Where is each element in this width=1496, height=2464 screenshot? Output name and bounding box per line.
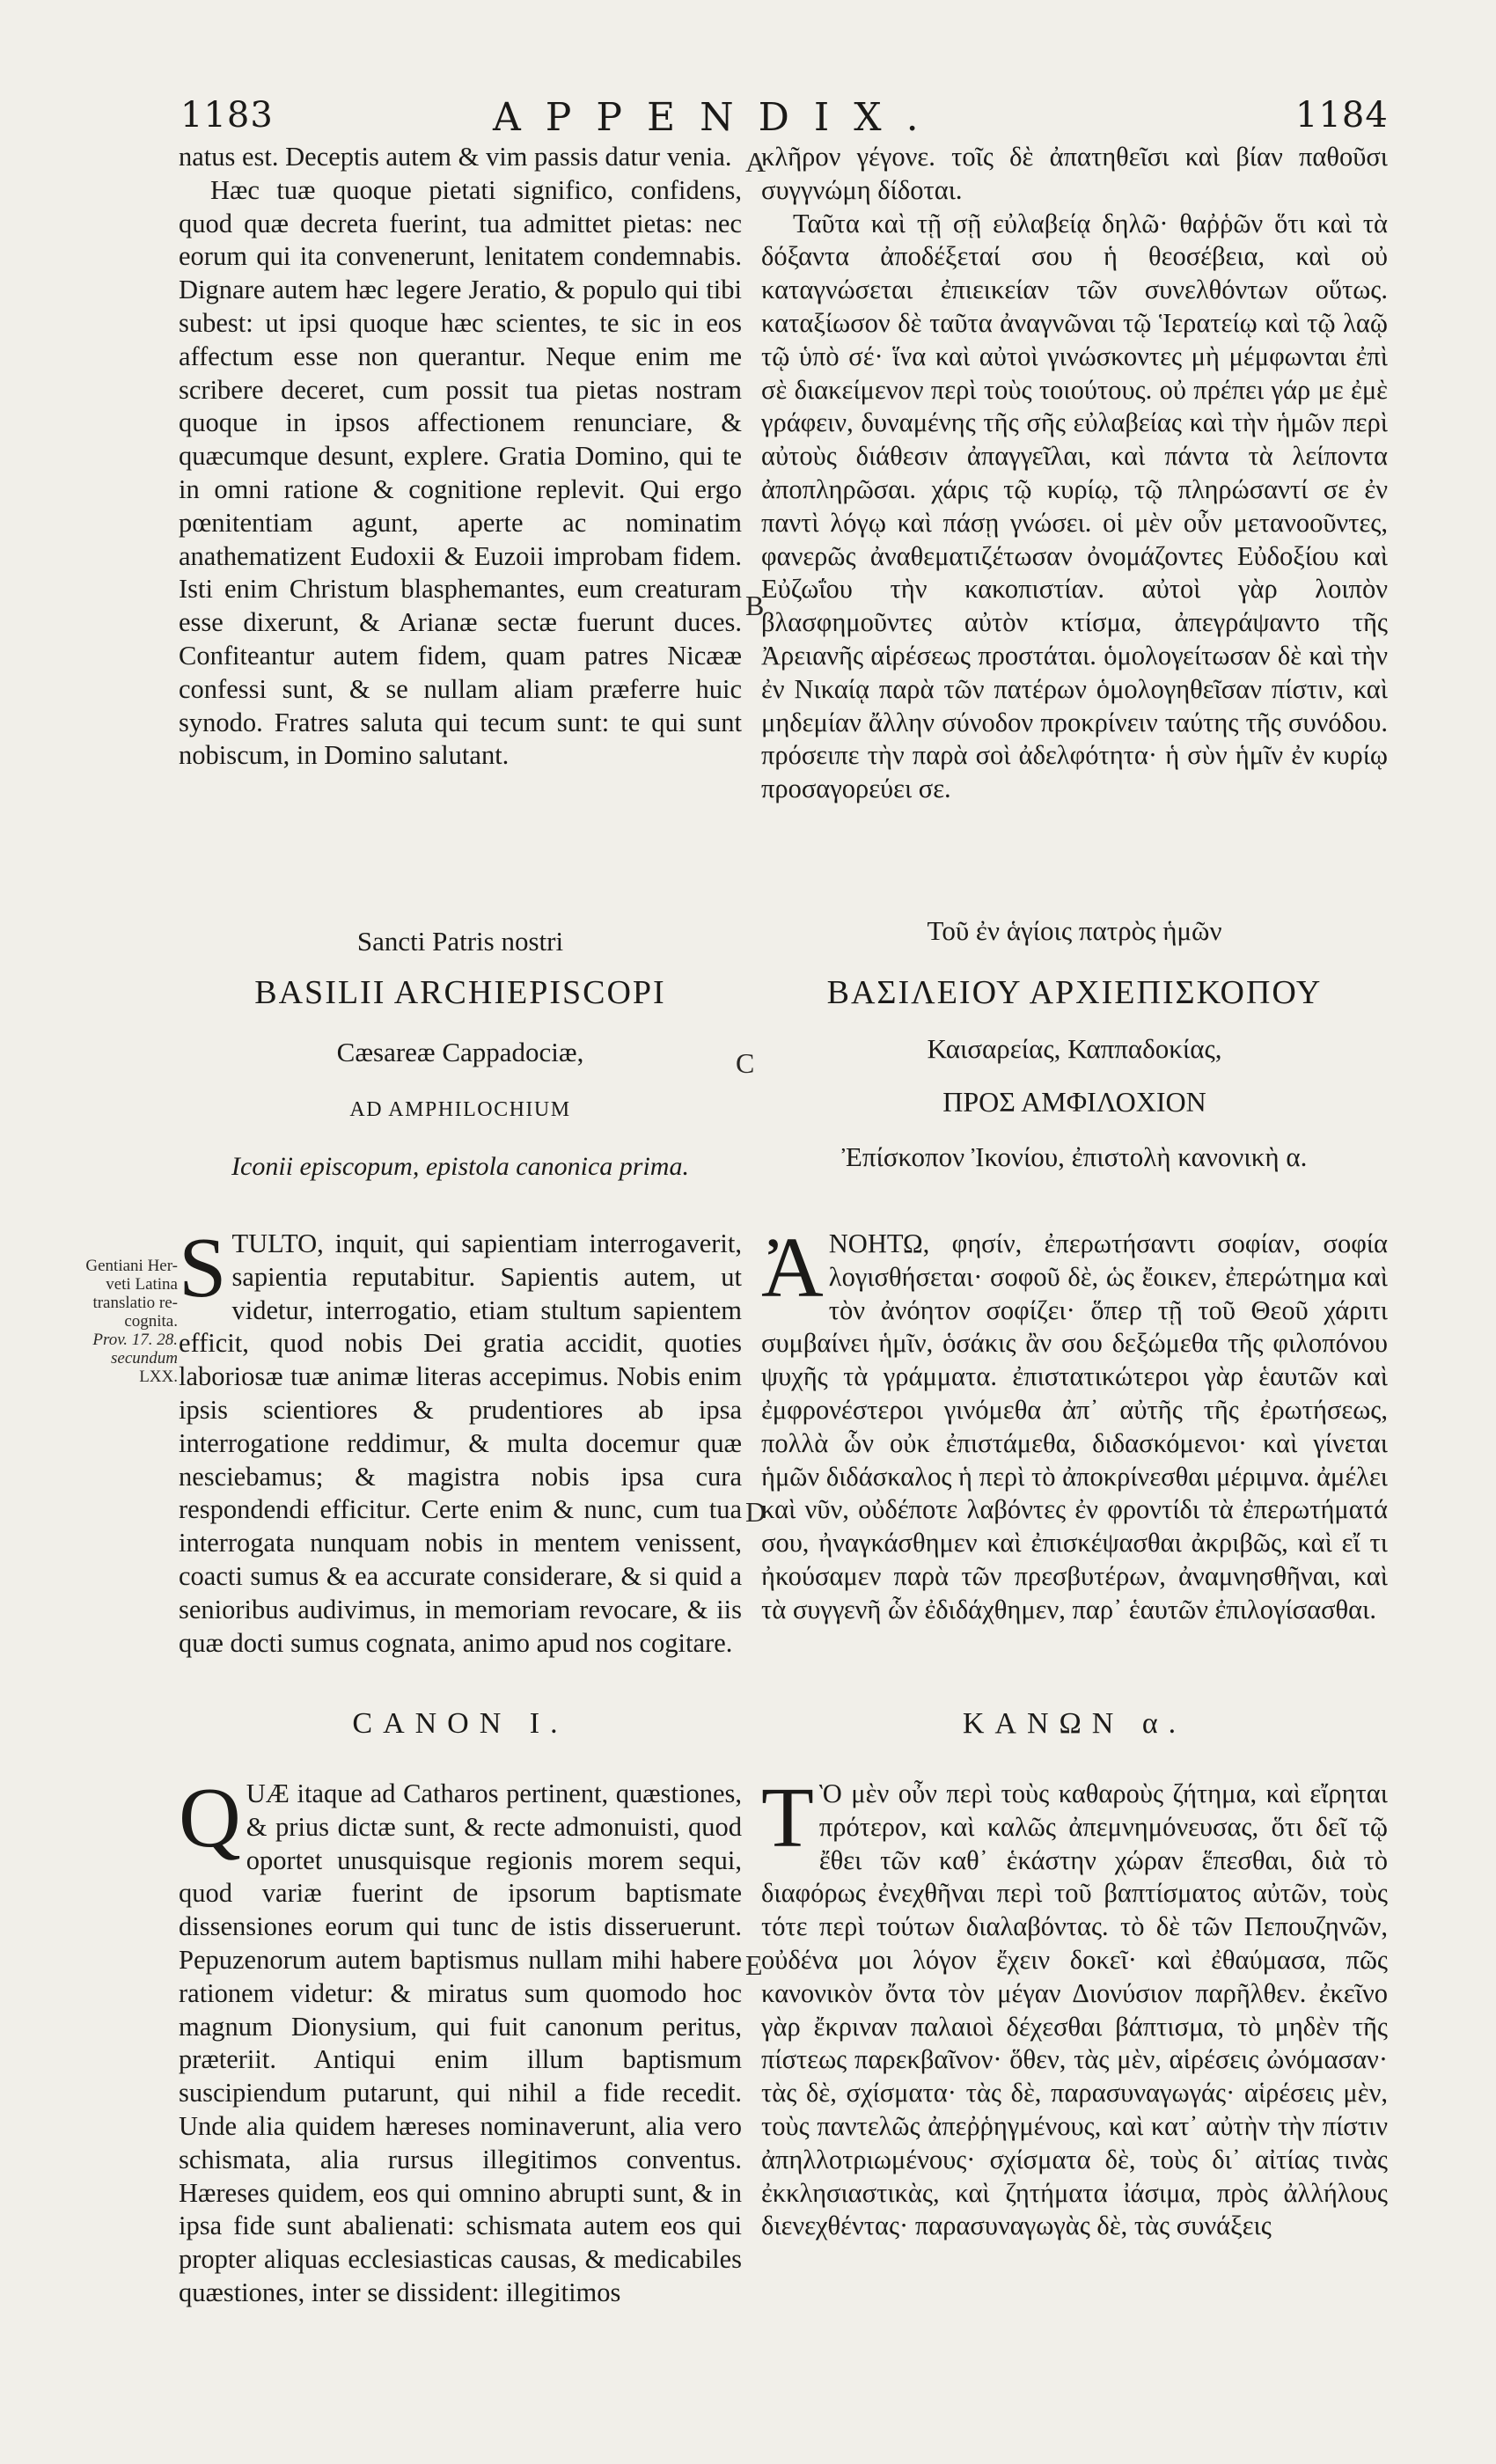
greek-intro [761, 1221, 1388, 1720]
latin-letter-ending [179, 141, 742, 845]
latin-paragraph: Hæc tuæ quoque pietati significo, confidens, quod quæ decreta fuerint, tua admittet pietas: nec eorum qui ita convenerunt, lenitatem condemnabis. Dignare autem hæc legere Jeratio, & populo qui tibi subest: ut ipsi quoque hæc scientes, te sic in eos affectum esse non querantur. Neque enim me scribere deceret, cum possit tua pietas nostram quoque in ipsos affectionem renunciare, & quæcumque desunt, explere. Gratia Domino, qui te in omni ratione & cognitione replevit. Qui ergo pœnitentiam agunt, aperte ac nominatim anathematizent Eudoxii & Euzoii improbam fidem. Isti enim Christum blasphemantes, eum creaturam esse dixerunt, & Arianæ sectæ fuerunt duces. Confiteantur autem fidem, quam patres Nicææ confessi sunt, & se nullam aliam præferre huic synodo. Fratres saluta qui tecum sunt: te qui sunt nobiscum, in Domino salutant. [179, 174, 742, 771]
margin-letter-e: E [745, 1949, 763, 1981]
greek-paragraph: κλῆρον γέγονε. τοῖς δὲ ἀπατηθεῖσι καὶ βίαν παθοῦσι συγγνώμη δίδοται. [761, 142, 1388, 205]
latin-title-line: Sancti Patris nostri [356, 926, 564, 957]
margin-note-line: secundum [111, 1349, 178, 1368]
latin-title-addressee: AD AMPHILOCHIUM [349, 1098, 571, 1121]
latin-canon-text-block [179, 1771, 742, 2429]
greek-canon-text-block [761, 1771, 1388, 2446]
margin-note-line: LXX. [139, 1368, 178, 1386]
margin-letter-c: C [736, 1047, 755, 1079]
latin-title-main: BASILII ARCHIEPISCOPI [254, 974, 666, 1011]
latin-canon-text: UÆ itaque ad Catharos pertinent, quæstiones, & prius dictæ sunt, & recte admonuisti, quod oportet unusquisque regionis morem sequi, quod variæ fuerint de ipsorum baptismate dissensiones eorum qui tunc de istis disseruerunt. Pepuzenorum autem baptismus nullam mihi habere rationem videtur: & miratus sum quomodo hoc magnum Dionysium, qui fuit canonum peritus, præteriit. Antiqui enim illum baptismum suscipiendum putarunt, qui nihil a fide recedit. Unde alia quidem hæreses nominaverunt, alia vero schismata, alia rursus illegitimos conventus. Hæreses quidem, eos qui omnino abrupti sunt, & in ipsa fide sunt abalienati: schismata autem eos qui propter aliquas ecclesiasticas causas, & medicabiles quæstiones, inter se dissident: illegitimos [179, 1778, 742, 2307]
greek-canon-dropcap: Τ [761, 1771, 814, 1866]
greek-title-block [761, 915, 1388, 1173]
latin-intro-dropcap: S [179, 1221, 227, 1316]
margin-note-line: cognita. [124, 1312, 178, 1331]
margin-letter-b: B [745, 590, 765, 621]
page-number-left: 1183 [180, 95, 274, 136]
greek-title-subtitle: Ἐπίσκοπον Ἰκονίου, ἐπιστολὴ κανονικὴ α. [841, 1141, 1308, 1172]
latin-title-block [179, 926, 742, 1182]
margin-letter-d: D [745, 1496, 766, 1528]
greek-title-line: Τοῦ ἐν ἁγίοις πατρὸς ἡμῶν [927, 915, 1222, 946]
running-title: APPENDIX. [493, 95, 943, 140]
latin-title-subtitle: Iconii episcopum, epistola canonica prima. [231, 1152, 689, 1181]
greek-canon-heading: ΚΑΝΩΝ α. [962, 1707, 1187, 1740]
page-number-right: 1184 [1295, 95, 1389, 136]
greek-canon-text: Ὸ μὲν οὖν περὶ τοὺς καθαροὺς ζήτημα, καὶ εἴρηται πρότερον, καὶ καλῶς ἀπεμνημόνευσας, ὅτι δεῖ τῷ ἔθει τῶν καθ᾽ ἑκάστην χώραν ἕπεσθαι, διὰ τὸ διαφόρως ἐνεχθῆναι περὶ τοῦ βαπτίσματος αὐτῶν, τοὺς τότε περὶ τούτων διαλαβόντας. τὸ δὲ τῶν Πεπουζηνῶν, οὐδένα μοι λόγον ἔχειν δοκεῖ· καὶ ἐθαύμασα, πῶς κανονικὸν ὄντα τὸν μέγαν Διονύσιον παρῆλθεν. ἐκεῖνο γὰρ ἔκριναν παλαιοὶ δέχεσθαι βάπτισμα, τὸ μηδὲν τῆς πίστεως παρεκβαῖνον· ὅθεν, τὰς μὲν, αἱρέσεις ὠνόμασαν· τὰς δὲ, σχίσματα· τὰς δὲ, παρασυναγωγάς· αἱρέσεις μὲν, τοὺς παντελῶς ἀπεῤῥηγμένους, καὶ κατ᾽ αὐτὴν τὴν πίστιν ἀπηλλοτριωμένους· σχίσματα δὲ, τοὺς δι᾽ αἰτίας τινὰς ἐκκλησιαστικὰς, καὶ ζητήματα ἰάσιμα, πρὸς ἀλλήλους διενεχθέντας· παρασυναγωγὰς δὲ, τὰς συνάξεις [761, 1778, 1388, 2241]
greek-title-line: Καισαρείας, Καππαδοκίας, [927, 1033, 1222, 1064]
greek-title-addressee: ΠΡΟΣ ΑΜΦΙΛΟΧΙΟΝ [942, 1086, 1206, 1118]
latin-intro-text: TULTO, inquit, qui sapientiam interrogaverit, sapientia reputabitur. Sapientis autem, ut videtur, interrogatio, etiam stultum sapientem efficit, quod nobis Dei gratia accidit, quoties laboriosæ tuæ animæ literas accepimus. Nobis enim ipsis scientiores & prudentiores ab ipsa interrogatione reddimur, & multa docemur quæ nesciebamus; & magistra nobis ipsa cura respondendi efficitur. Certe enim & nunc, cum tua interrogata nunquam nobis in mentem venissent, coacti sumus & ea accurate considerare, & si quid a senioribus audivimus, in memoriam revocare, & iis quæ docti sumus cognata, animo apud nos cogitare. [179, 1228, 742, 1658]
margin-note [46, 1257, 178, 1386]
margin-note-line: translatio re- [92, 1294, 178, 1312]
margin-letter-a: A [745, 146, 766, 178]
latin-title-line: Cæsareæ Cappadociæ, [336, 1037, 584, 1067]
greek-title-main: ΒΑΣΙΛΕΙΟΥ ΑΡΧΙΕΠΙΣΚΟΠΟΥ [826, 974, 1323, 1011]
latin-paragraph: natus est. Deceptis autem & vim passis datur venia. [179, 142, 732, 172]
margin-note-line: veti Latina [106, 1275, 178, 1294]
greek-letter-ending [761, 141, 1388, 880]
latin-intro [179, 1221, 742, 1720]
greek-intro-dropcap: Ἀ [761, 1221, 824, 1316]
greek-intro-text: ΝΟΗΤΩ, φησίν, ἐπερωτήσαντι σοφίαν, σοφία λογισθήσεται· σοφοῦ δὲ, ὡς ἔοικεν, ἐπερώτημα καὶ τὸν ἀνόητον σοφίζει· ὅπερ τῇ τοῦ Θεοῦ χάριτι συμβαίνει ἡμῖν, ὁσάκις ἂν σου δεξώμεθα τῆς φιλοπόνου ψυχῆς τὰ γράμματα. ἐπιστατικώτεροι γὰρ ἑαυτῶν καὶ ἐμφρονέστεροι γινόμεθα ἀπ᾽ αὐτῆς τῆς ἐρωτήσεως, πολλὰ ὧν οὐκ ἐπιστάμεθα, διδασκόμενοι· καὶ γίνεται ἡμῶν διδάσκαλος ἡ περὶ τὸ ἀποκρίνεσθαι μέριμνα. ἀμέλει καὶ νῦν, οὐδέποτε λαβόντες ἐν φροντίδι τὰ ἐπερωτήματά σου, ἠναγκάσθημεν καὶ ἐπισκέψασθαι ἀκριβῶς, καὶ εἴ τι ἠκούσαμεν παρὰ τῶν πρεσβυτέρων, ἀναμνησθῆναι, καὶ τὰ συγγενῆ ὧν ἐδιδάχθημεν, παρ᾽ ἑαυτῶν ἐπιλογίσασθαι. [761, 1228, 1388, 1624]
latin-canon-dropcap: Q [179, 1771, 241, 1866]
greek-paragraph: Ταῦτα καὶ τῇ σῇ εὐλαβείᾳ δηλῶ· θαῤῥῶν ὅτι καὶ τὰ δόξαντα ἀποδέξεταί σου ἡ θεοσέβεια, καὶ οὐ καταγνώσεται ἐπιεικείαν τῶν συνελθόντων οὕτως. καταξίωσον δὲ ταῦτα ἀναγνῶναι τῷ Ἱερατείῳ καὶ τῷ λαῷ τῷ ὑπὸ σέ· ἵνα καὶ αὐτοὶ γινώσκοντες μὴ μέμφωνται ἐπὶ σὲ διακείμενον περὶ τοὺς τοιούτους. οὐ πρέπει γάρ με ἐμὲ γράφειν, δυναμένης τῆς σῆς εὐλαβείας καὶ τὴν ἡμῶν περὶ αὐτοὺς διάθεσιν ἀπαγγεῖλαι, καὶ πάντα τὰ λείποντα ἀποπληρῶσαι. χάρις τῷ κυρίῳ, τῷ πληρώσαντί σε ἐν παντὶ λόγῳ καὶ πάσῃ γνώσει. οἱ μὲν οὖν μετανοοῦντες, φανερῶς ἀναθεματιζέτωσαν ὀνομάζοντες Εὐδοξίου καὶ Εὐζωΐου τὴν κακοπιστίαν. αὐτοὶ γὰρ λοιπὸν βλασφημοῦντες αὐτὸν κτίσμα, ἀπεγράψαντο τῆς Ἀρειανῆς αἱρέσεως προστάται. ὁμολογείτωσαν δὲ καὶ τὴν ἐν Νικαίᾳ παρὰ τῶν πατέρων ὁμολογηθεῖσαν πίστιν, καὶ μηδεμίαν ἄλλην σύνοδον προκρίνειν ταύτης τῆς συνόδου. πρόσειπε τὴν παρὰ σοὶ ἀδελφότητα· ἡ σὺν ἡμῖν ἐν κυρίῳ προσαγορεύει σε. [761, 208, 1388, 804]
margin-note-line: Prov. 17. 28. [92, 1331, 178, 1349]
margin-note-line: Gentiani Her- [85, 1257, 178, 1275]
latin-canon-heading: CANON I. [352, 1707, 568, 1740]
